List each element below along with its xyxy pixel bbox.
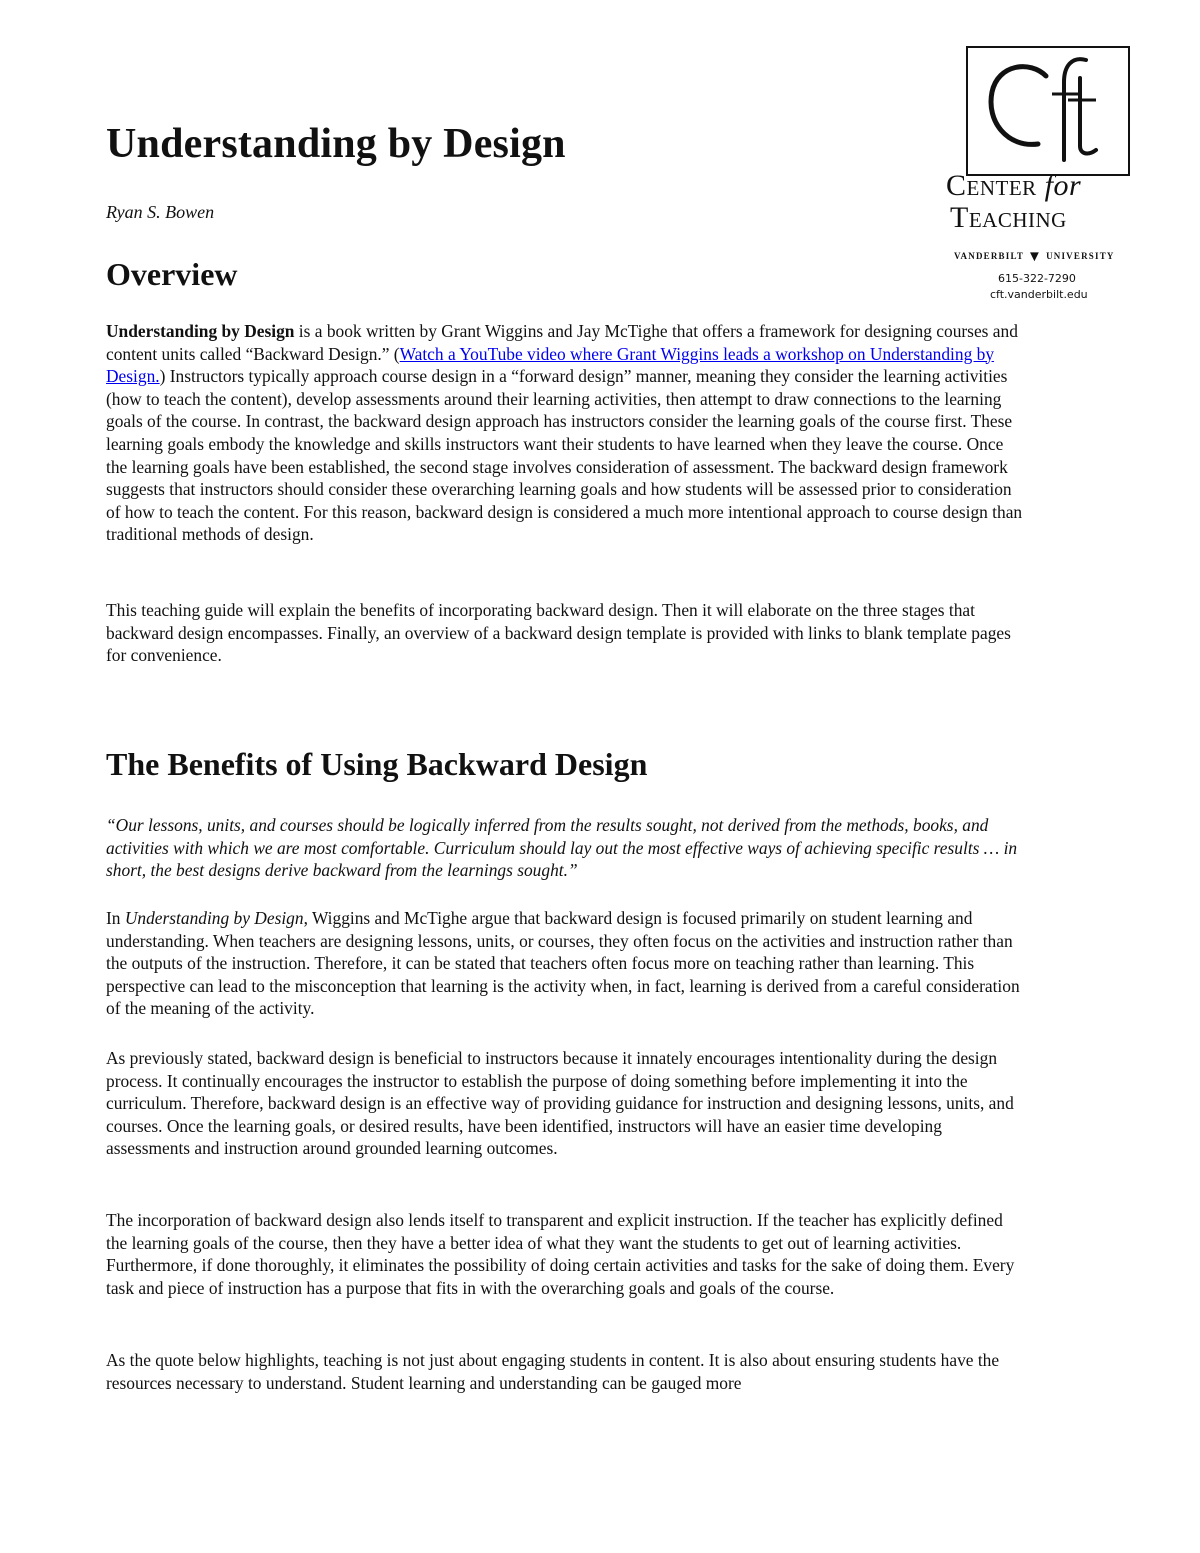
overview-paragraph-2: This teaching guide will explain the benefits of incorporating backward design. Then it will elaborate on the three stages that backward design encompasses. Finally, an overview of a backward design template is provided with links to blank template pages for convenience. bbox=[106, 600, 1011, 666]
overview-heading: Overview bbox=[106, 256, 238, 292]
book-title-italic: Understanding by Design bbox=[124, 908, 304, 928]
benefits-paragraph-3: The incorporation of backward design also lends itself to transparent and explicit instruction. If the teacher has explicitly defined the learning goals of the course, then they have a better idea of what they want the students to get out of learning activities. Furthermore, if done thoroughly, it eliminates the possibility of doing certain activities and tasks for the sake of doing them. Every task and piece of instruction has a purpose that fits in with the overarching goals and goals of the course. bbox=[106, 1210, 1015, 1298]
author-name: Ryan S. Bowen bbox=[106, 202, 215, 222]
logo-teaching-text: Teaching bbox=[950, 201, 1067, 234]
logo-center-text: Center for bbox=[946, 169, 1082, 202]
benefits-quote: “Our lessons, units, and courses should be logically inferred from the results sought, not derived from the methods, books, and activities with which we are most comfortable. Curriculum should lay out the most effective ways of achieving specific results … in short, the best designs derive backward from the learnings sought.” bbox=[106, 815, 1018, 881]
benefits-paragraph-2: As previously stated, backward design is beneficial to instructors because it innately encourages intentionality during the design process. It continually encourages the instructor to establish the purpose of doing something before implementing it into the curriculum. Therefore, backward design is an effective way of providing guidance for instruction and designing lessons, units, and courses. Once the learning goals, or desired results, have been identified, instructors will have an easier time developing assessments and instruction around grounded learning outcomes. bbox=[106, 1048, 1014, 1159]
logo-phone: 615-322-7290 bbox=[998, 272, 1076, 285]
benefits-paragraph-1: In Understanding by Design, Wiggins and McTighe argue that backward design is focused primarily on student learning and understanding. When teachers are designing lessons, units, or courses, they often focus on the activities and instruction rather than the outputs of the instruction. Therefore, it can be stated that teachers often focus more on teaching rather than learning. This perspective can lead to the misconception that learning is the activity when, in fact, learning is derived from a careful consideration of the meaning of the activity. bbox=[106, 908, 1020, 1019]
benefits-paragraph-4: As the quote below highlights, teaching is not just about engaging students in content. It is also about ensuring students have the resources necessary to understand. Student learning and understanding can be gauged more bbox=[106, 1350, 1000, 1393]
youtube-video-link[interactable]: Watch a YouTube video where Grant Wiggins leads a workshop on Understanding by Design. bbox=[106, 343, 995, 387]
overview-paragraph-1: Understanding by Design is a book written by Grant Wiggins and Jay McTighe that offers a framework for designing courses and content units called “Backward Design.” (Watch a YouTube video where Grant Wiggins leads a workshop on Understanding by Design.) Instructors typically approach course design in a “forward design” manner, meaning they consider the learning activities (how to teach the content), develop assessments around their learning activities, then attempt to draw connections to the learning goals of the course. In contrast, the backward design approach has instructors consider the learning goals of the course first. These learning goals embody the knowledge and skills instructors want their students to have learned when they leave the course. Once the learning goals have been established, the second stage involves consideration of assessment. The backward design framework suggests that instructors should consider these overarching learning goals and how students will be assessed prior to consideration of how to teach the content. For this reason, backward design is considered a much more intentional approach to course design than traditional methods of design. bbox=[106, 321, 1023, 545]
benefits-heading: The Benefits of Using Backward Design bbox=[106, 746, 648, 782]
cft-monogram-icon bbox=[968, 48, 1128, 174]
book-title-bold: Understanding by Design bbox=[106, 321, 295, 341]
cft-monogram-box bbox=[966, 46, 1130, 176]
cft-logo bbox=[946, 42, 1146, 312]
logo-university: VANDERBILT ▼ UNIVERSITY bbox=[954, 249, 1115, 265]
logo-website: cft.vanderbilt.edu bbox=[990, 288, 1088, 301]
vanderbilt-v-icon: ▼ bbox=[1027, 249, 1044, 265]
page-title: Understanding by Design bbox=[106, 121, 566, 167]
